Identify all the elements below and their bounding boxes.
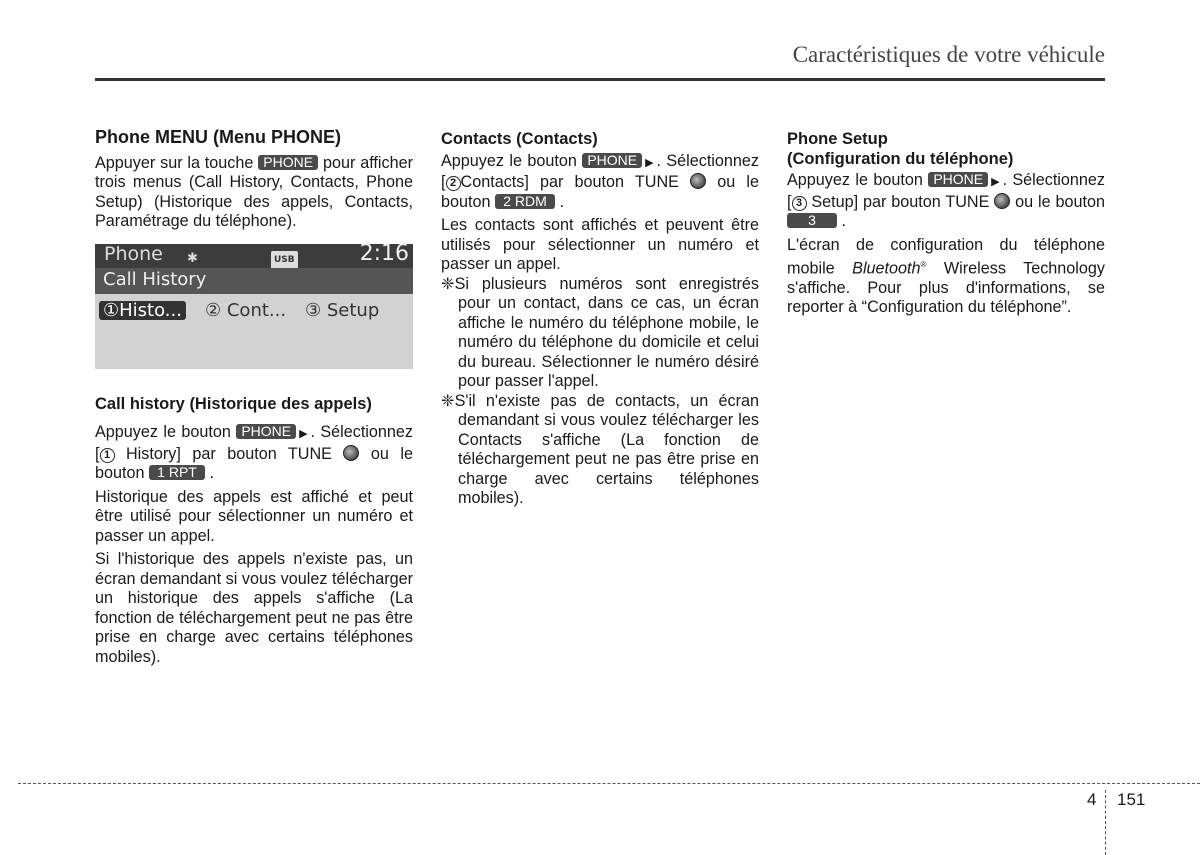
number-3-key-badge: 3 [787, 213, 837, 228]
text: Setup] par bouton TUNE [806, 192, 990, 211]
text: Wireless Technology s'affiche. Pour plus d'informations, se reporter à “Configuration du téléphone”. [787, 259, 1105, 317]
circled-number-icon: 2 [446, 176, 461, 191]
text: . [841, 212, 846, 230]
circled-number-icon: 3 [792, 196, 807, 211]
column-3 [787, 130, 1105, 318]
text: ou le bouton [441, 173, 759, 211]
note-multiple-numbers: ❈Si plusieurs numéros sont enregistrés pour un contact, dans ce cas, un écran affiche le numéro du téléphone mobile, le numéro du téléphone du domicile et celui du bureau. Sélectionner le numéro désiré pour passer l'appel. [441, 274, 759, 390]
circled-number-icon: 1 [100, 448, 115, 463]
text: . [209, 464, 215, 482]
paragraph-setup-steps [787, 171, 1105, 232]
rdm-key-badge: 2 RDM [495, 194, 555, 209]
phone-key-badge: PHONE [928, 172, 988, 187]
usb-icon: USB [271, 251, 298, 271]
screen-title: Phone [104, 242, 163, 265]
footer-vertical-divider [1105, 790, 1106, 855]
text: ou le bouton [1015, 192, 1105, 211]
text: . [559, 192, 565, 211]
screen-option-history: ①Histo... [99, 301, 186, 321]
paragraph-call-history-steps [95, 423, 413, 484]
text: . Sélectionnez [ [787, 171, 1106, 211]
text: pour afficher trois menus (Call History, Contacts, Phone Setup) (Historique des appels, Contacts, Paramétrage du téléphone). [95, 153, 414, 230]
tune-knob-icon [343, 445, 359, 461]
paragraph-call-history-info: Historique des appels est affiché et peut être utilisé pour sélectionner un numéro et passer un appel. [95, 487, 413, 545]
screen-option-contacts: ② Cont... [205, 299, 287, 321]
text: Appuyer sur la touche [95, 153, 254, 172]
paragraph-setup-info [787, 236, 1105, 318]
arrow-right-icon: ▶ [298, 428, 309, 440]
screen-option-setup: ③ Setup [305, 299, 380, 321]
screen-menu-label: Call History [103, 268, 207, 290]
phone-key-badge: PHONE [582, 153, 642, 168]
rpt-key-badge: 1 RPT [149, 465, 205, 480]
text: . Sélectionnez [ [95, 423, 414, 463]
tune-knob-icon [994, 193, 1010, 209]
text: Appuyez le bouton [441, 151, 577, 170]
phone-key-badge: PHONE [258, 155, 318, 170]
chapter-number: 4 [1087, 790, 1097, 809]
text: ou le bouton [95, 444, 414, 482]
section-subheading-phone-setup: (Configuration du téléphone) [787, 149, 1014, 168]
section-heading-phone-setup: Phone Setup [787, 130, 888, 148]
phone-key-badge: PHONE [236, 424, 296, 439]
section-heading-contacts: Contacts (Contacts) [441, 130, 598, 148]
text: L'écran de configuration du téléphone mobile [787, 235, 1105, 278]
tune-knob-icon [690, 173, 706, 189]
paragraph-phone-menu [95, 154, 413, 232]
screen-menu-bar [95, 268, 413, 294]
text: Appuyez le bouton [787, 171, 923, 189]
column-1 [95, 128, 413, 667]
arrow-right-icon: ▶ [990, 176, 1001, 188]
note-no-contacts: ❈S'il n'existe pas de contacts, un écran demandant si vous voulez télécharger les Contacts s'affiche (La fonction de téléchargement peut ne pas être prise en charge avec certains téléphones mobiles). [441, 391, 759, 507]
text: Appuyez le bouton [95, 423, 231, 441]
section-heading-call-history: Call history (Historique des appels) [95, 394, 372, 413]
screen-status-bar [95, 240, 413, 268]
page-number: 151 [1117, 790, 1146, 809]
section-heading-phone-menu: Phone MENU (Menu PHONE) [95, 127, 341, 147]
page-header-title: Caractéristiques de votre véhicule [792, 42, 1105, 67]
text: History] par bouton TUNE [114, 444, 332, 463]
screen-clock: 2:16 [359, 240, 409, 266]
text: Contacts] par bouton TUNE [460, 173, 679, 191]
paragraph-contacts-steps [441, 152, 759, 213]
bluetooth-term: Bluetooth [852, 259, 921, 278]
arrow-right-icon: ▶ [644, 156, 655, 169]
paragraph-call-history-download: Si l'historique des appels n'existe pas, un écran demandant si vous voulez télécharger un historique des appels s'affiche (La fonction de téléchargement peut ne pas être prise en charge avec certains téléphones mobiles). [95, 550, 413, 666]
text: . Sélectionnez [ [441, 151, 760, 191]
paragraph-contacts-info: Les contacts sont affichés et peuvent être utilisés pour sélectionner un numéro et passer un appel. [441, 216, 759, 273]
footer-dashed-rule [18, 783, 1200, 784]
registered-mark: ® [920, 260, 927, 269]
bluetooth-icon: ✱ [187, 250, 198, 266]
screen-options [95, 299, 413, 329]
phone-screen-image [95, 240, 413, 369]
header-rule [95, 78, 1105, 81]
column-2 [441, 130, 759, 509]
